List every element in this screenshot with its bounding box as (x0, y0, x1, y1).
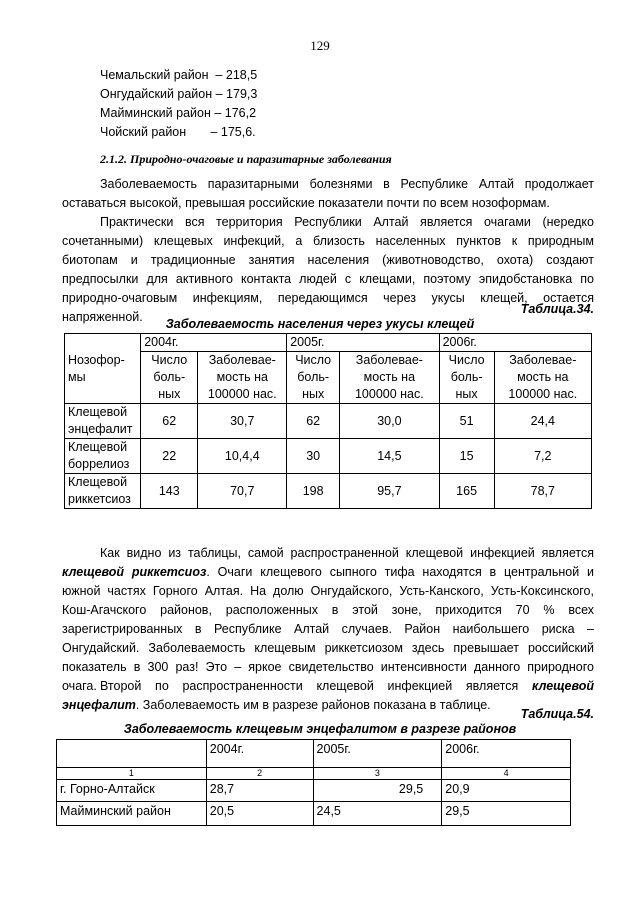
cell: 70,7 (198, 474, 287, 509)
paragraph-4 (62, 677, 594, 715)
cell: 143 (141, 474, 198, 509)
paragraph-4-text-cont: . Заболеваемость им в разрезе районов показана в таблице. (135, 698, 491, 712)
header-nosology-label: Нозофор-мы (68, 352, 125, 384)
cell: 30 (287, 439, 340, 474)
column-number: 1 (57, 768, 207, 780)
cell: 29,5 (442, 802, 571, 826)
header-empty (57, 740, 207, 768)
cell: 10,4,4 (198, 439, 287, 474)
header-year: 2005г. (287, 334, 439, 352)
cell: 28,7 (206, 780, 313, 802)
cell: 30,0 (340, 404, 439, 439)
header-rate: Заболевае-мость на 100000 нас. (340, 352, 439, 404)
header-count: Число боль-ных (141, 352, 198, 404)
paragraph-3 (62, 544, 594, 696)
district-item: Чемальский район – 218,5 (100, 68, 258, 82)
row-name: Клещевой риккетсиоз (65, 474, 141, 509)
page-number: 129 (310, 38, 330, 53)
column-number: 4 (442, 768, 571, 780)
table1-caption: Таблица.34. (520, 302, 594, 316)
table-row (65, 352, 592, 404)
header-year: 2004г. (206, 740, 313, 768)
cell: 7,2 (494, 439, 591, 474)
cell: 78,7 (494, 474, 591, 509)
paragraph-3-text: Как видно из таблицы, самой распространенной клещевой инфекцией является (100, 546, 594, 560)
cell: 165 (439, 474, 494, 509)
cell: 29,5 (313, 780, 442, 802)
column-number: 2 (206, 768, 313, 780)
header-year: 2005г. (313, 740, 442, 768)
header-count: Число боль-ных (287, 352, 340, 404)
table-row (65, 439, 592, 474)
table-row (57, 768, 571, 780)
header-year: 2006г. (442, 740, 571, 768)
table-row (57, 780, 571, 802)
paragraph-1 (62, 175, 594, 213)
table-tick-morbidity (64, 333, 592, 509)
table-row (57, 802, 571, 826)
table-row (65, 404, 592, 439)
row-name: Клещевой боррелиоз (65, 439, 141, 474)
row-name: Майминский район (57, 802, 207, 826)
header-year: 2006г. (439, 334, 591, 352)
row-name: Клещевой энцефалит (65, 404, 141, 439)
paragraph-4-text: Второй по распространенности клещевой инфекцией является (100, 679, 532, 693)
cell: 62 (141, 404, 198, 439)
header-rate: Заболевае-мость на 100000 нас. (494, 352, 591, 404)
section-heading: 2.1.2. Природно-очаговые и паразитарные заболевания (100, 152, 392, 166)
cell: 20,5 (206, 802, 313, 826)
paragraph-2 (62, 213, 594, 327)
paragraph-2-text: Практически вся территория Республики Алтай является очагами (нередко сочетанными) клещевых инфекций, а близость населенных пунктов к природным биотопам и традиционные занятия населения (животноводство, охота) создают предпосылки для активного контакта людей с клещами, поэтому эпидобстановка по природно-очаговым инфекциям, передающимся через укусы клещей, остается напряженной. (62, 215, 594, 324)
cell: 14,5 (340, 439, 439, 474)
cell: 15 (439, 439, 494, 474)
header-year: 2004г. (141, 334, 287, 352)
table-row (65, 474, 592, 509)
district-item: Онгудайский район – 179,3 (100, 87, 258, 101)
paragraph-1-text: Заболеваемость паразитарными болезнями в Республике Алтай продолжает оставаться высокой, превышая российские показатели почти по всем нозоформам. (62, 177, 594, 210)
district-list (100, 66, 257, 142)
table-row (65, 334, 592, 352)
cell: 62 (287, 404, 340, 439)
table-encephalitis-districts (56, 739, 571, 826)
header-count: Число боль-ных (439, 352, 494, 404)
row-name: г. Горно-Алтайск (57, 780, 207, 802)
cell: 51 (439, 404, 494, 439)
cell: 30,7 (198, 404, 287, 439)
cell: 198 (287, 474, 340, 509)
cell: 20,9 (442, 780, 571, 802)
cell: 22 (141, 439, 198, 474)
paragraph-3-text-cont: . Очаги клещевого сыпного тифа находятся в центральной и южной частях Горного Алтая. На долю Онгудайского, Усть-Канского, Усть-Коксинского, Кош-Агачского районов, расположенных в этой зоне, приходится 70 % всех зарегистрированных в Республике Алтай случаев. Район наибольшего риска – Онгудайский. Заболеваемость клещевым риккетсиозом здесь превышает российский показатель в 300 раз! Это – яркое свидетельство интенсивности данного природного очага. (62, 565, 595, 693)
cell: 95,7 (340, 474, 439, 509)
table-row (57, 740, 571, 768)
header-nosology (65, 334, 141, 404)
district-item: Чойский район – 175,6. (100, 125, 256, 139)
district-item: Майминский район – 176,2 (100, 106, 257, 120)
paragraph-4-emphasis: клещевой энцефалит (62, 679, 594, 712)
table2-title: Заболеваемость клещевым энцефалитом в разрезе районов (123, 722, 517, 736)
table2-caption: Таблица.54. (520, 707, 594, 721)
cell: 24,4 (494, 404, 591, 439)
table1-title: Заболеваемость населения через укусы клещей (165, 317, 475, 331)
column-number: 3 (313, 768, 442, 780)
cell: 24,5 (313, 802, 442, 826)
paragraph-3-emphasis: клещевой риккетсиоз (62, 565, 207, 579)
header-rate: Заболевае-мость на 100000 нас. (198, 352, 287, 404)
